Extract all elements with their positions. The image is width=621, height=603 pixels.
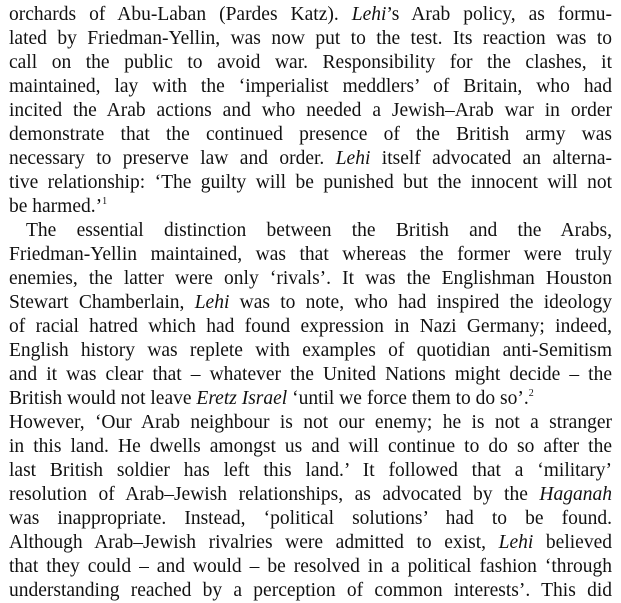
text-line: necessary to preserve law and order. Lehi itself advocated an alterna- (9, 148, 612, 169)
text-line: of racial hatred which had found expression in Nazi Germany; indeed, (9, 316, 612, 337)
text-line: enemies, the latter were only ‘rivals’. It was the Englishman Houston (9, 268, 612, 289)
text-line: last British soldier has left this land.’ It followed that a ‘military’ (9, 460, 612, 481)
text-line: in this land. He dwells amongst us and will continue to do so after the (9, 436, 612, 457)
text-line: lated by Friedman-Yellin, was now put to the test. Its reaction was to (9, 28, 612, 49)
italic-term: Lehi (351, 4, 387, 25)
text-line: understanding reached by a perception of common interests’. This did (9, 580, 612, 601)
text-line: incited the Arab actions and who needed a Jewish–Arab war in order (9, 100, 612, 121)
text-line: be harmed.’$^1$ (9, 195, 108, 217)
italic-term: Haganah (539, 484, 612, 505)
text-line: British would not leave Eretz Israel ‘until we force them to do so’.$^2$ (9, 387, 534, 409)
italic-term: Eretz Israel (196, 388, 288, 409)
text-line: and it was clear that – whatever the United Nations might decide – the (9, 364, 612, 385)
italic-term: Lehi (498, 532, 534, 553)
text-line: English history was replete with examples of quotidian anti-Semitism (9, 340, 612, 361)
text-line: However, ‘Our Arab neighbour is not our enemy; he is not a stranger (9, 412, 612, 433)
text-line: demonstrate that the continued presence of the British army was (9, 124, 612, 145)
footnote-marker: 1 (102, 195, 108, 207)
text-line: Stewart Chamberlain, Lehi was to note, who had inspired the ideology (9, 292, 612, 313)
text-line: resolution of Arab–Jewish relationships, as advocated by the Haganah (9, 484, 612, 505)
text-line: The essential distinction between the British and the Arabs, (26, 220, 612, 241)
text-line: was inappropriate. Instead, ‘political solutions’ had to be found. (9, 508, 612, 529)
italic-term: Lehi (194, 292, 230, 313)
text-line: call on the public to avoid war. Responsibility for the clashes, it (9, 52, 612, 73)
text-line: Friedman-Yellin maintained, was that whereas the former were truly (9, 244, 612, 265)
text-line: that they could – and would – be resolved in a political fashion ‘through (9, 556, 612, 577)
text-line: maintained, lay with the ‘imperialist meddlers’ of Britain, who had (9, 76, 612, 97)
footnote-marker: 2 (528, 387, 534, 399)
italic-term: Lehi (335, 148, 371, 169)
text-line: Although Arab–Jewish rivalries were admitted to exist, Lehi believed (9, 532, 612, 553)
text-line: tive relationship: ‘The guilty will be punished but the innocent will not (9, 172, 612, 193)
text-line: orchards of Abu-Laban (Pardes Katz). Lehi’s Arab policy, as formu- (9, 4, 613, 25)
